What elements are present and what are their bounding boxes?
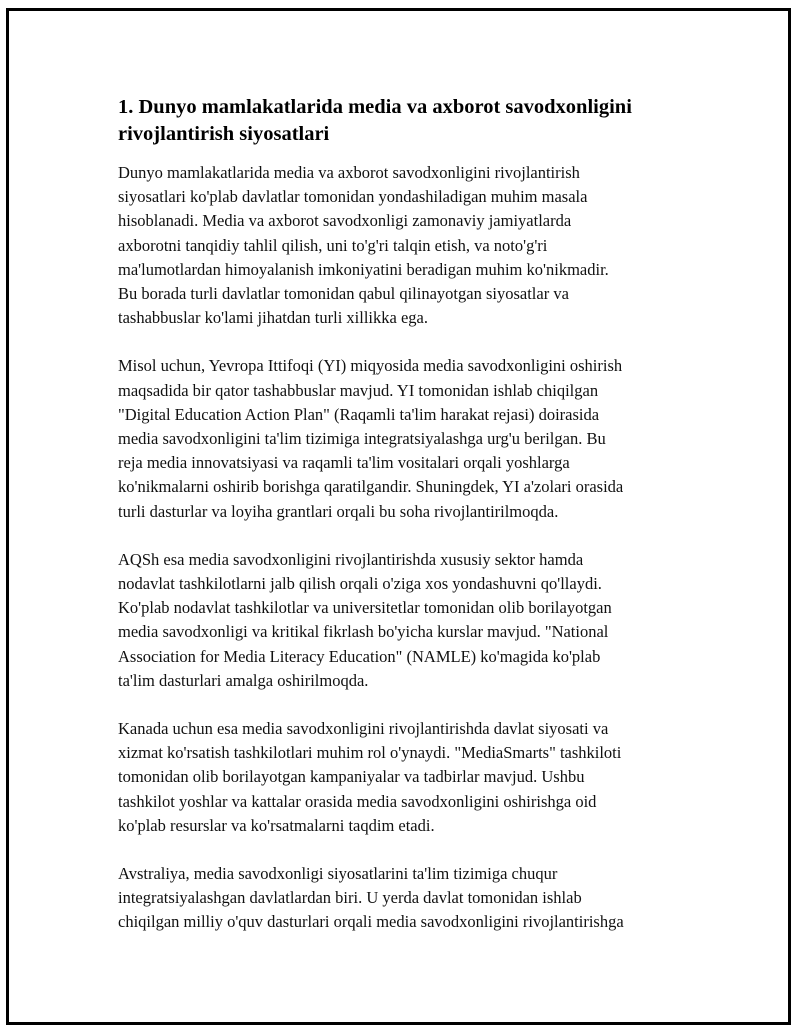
text-line: Ko'plab nodavlat tashkilotlar va universitetlar tomonidan olib borilayotgan (118, 598, 612, 618)
text-line: turli dasturlar va loyiha grantlari orqali bu soha rivojlantirilmoqda. (118, 501, 559, 521)
text-line: Association for Media Literacy Education" (NAMLE) ko'magida ko'plab (118, 646, 601, 666)
text-line: "Digital Education Action Plan" (Raqamli ta'lim harakat rejasi) doirasida (118, 404, 600, 424)
text-line: ko'plab resurslar va ko'rsatmalarni taqdim etadi. (118, 815, 435, 835)
text-line: chiqilgan milliy o'quv dasturlari orqali media savodxonligini rivojlantirishga (118, 912, 624, 932)
text-line: integratsiyalashgan davlatlardan biri. U yerda davlat tomonidan ishlab (118, 888, 582, 908)
paragraph-eu (118, 354, 698, 523)
text-line: reja media innovatsiyasi va raqamli ta'lim vositalari orqali yoshlarga (118, 453, 570, 473)
document-body (118, 94, 698, 959)
text-line: tashkilot yoshlar va kattalar orasida media savodxonligini oshirishga oid (118, 791, 597, 811)
section-heading (118, 94, 698, 148)
text-line: axborotni tanqidiy tahlil qilish, uni to'g'ri talqin etish, va noto'g'ri (118, 235, 548, 255)
text-line: xizmat ko'rsatish tashkilotlari muhim rol o'ynaydi. "MediaSmarts" tashkiloti (118, 743, 622, 763)
text-line: hisoblanadi. Media va axborot savodxonligi zamonaviy jamiyatlarda (118, 211, 572, 231)
text-line: media savodxonligini ta'lim tizimiga integratsiyalashga urg'u berilgan. Bu (118, 429, 606, 449)
text-line: maqsadida bir qator tashabbuslar mavjud. YI tomonidan ishlab chiqilgan (118, 380, 599, 400)
text-line: Bu borada turli davlatlar tomonidan qabul qilinayotgan siyosatlar va (118, 284, 569, 304)
paragraph-intro (118, 161, 698, 330)
heading-line: 1. Dunyo mamlakatlarida media va axborot savodxonligini (118, 96, 632, 118)
text-line: tomonidan olib borilayotgan kampaniyalar va tadbirlar mavjud. Ushbu (118, 767, 585, 787)
text-line: ko'nikmalarni oshirib borishga qaratilgandir. Shuningdek, YI a'zolari orasida (118, 477, 624, 497)
text-line: siyosatlari ko'plab davlatlar tomonidan yondashiladigan muhim masala (118, 187, 588, 207)
paragraph-usa (118, 548, 698, 693)
paragraph-canada (118, 717, 698, 838)
text-line: Dunyo mamlakatlarida media va axborot savodxonligini rivojlantirish (118, 163, 580, 182)
text-line: Misol uchun, Yevropa Ittifoqi (YI) miqyosida media savodxonligini oshirish (118, 356, 623, 376)
heading-line: rivojlantirish siyosatlari (118, 123, 330, 145)
text-line: Avstraliya, media savodxonligi siyosatlarini ta'lim tizimiga chuqur (118, 864, 558, 884)
text-line: AQSh esa media savodxonligini rivojlantirishda xususiy sektor hamda (118, 549, 584, 569)
text-line: tashabbuslar ko'lami jihatdan turli xillikka ega. (118, 308, 428, 328)
text-line: Kanada uchun esa media savodxonligini rivojlantirishda davlat siyosati va (118, 719, 609, 739)
text-line: nodavlat tashkilotlarni jalb qilish orqali o'ziga xos yondashuvni qo'llaydi. (118, 574, 602, 594)
text-line: media savodxonligi va kritikal fikrlash bo'yicha kurslar mavjud. "National (118, 622, 609, 642)
text-line: ma'lumotlardan himoyalanish imkoniyatini beradigan muhim ko'nikmadir. (118, 259, 609, 279)
paragraph-australia (118, 862, 698, 935)
text-line: ta'lim dasturlari amalga oshirilmoqda. (118, 670, 369, 690)
